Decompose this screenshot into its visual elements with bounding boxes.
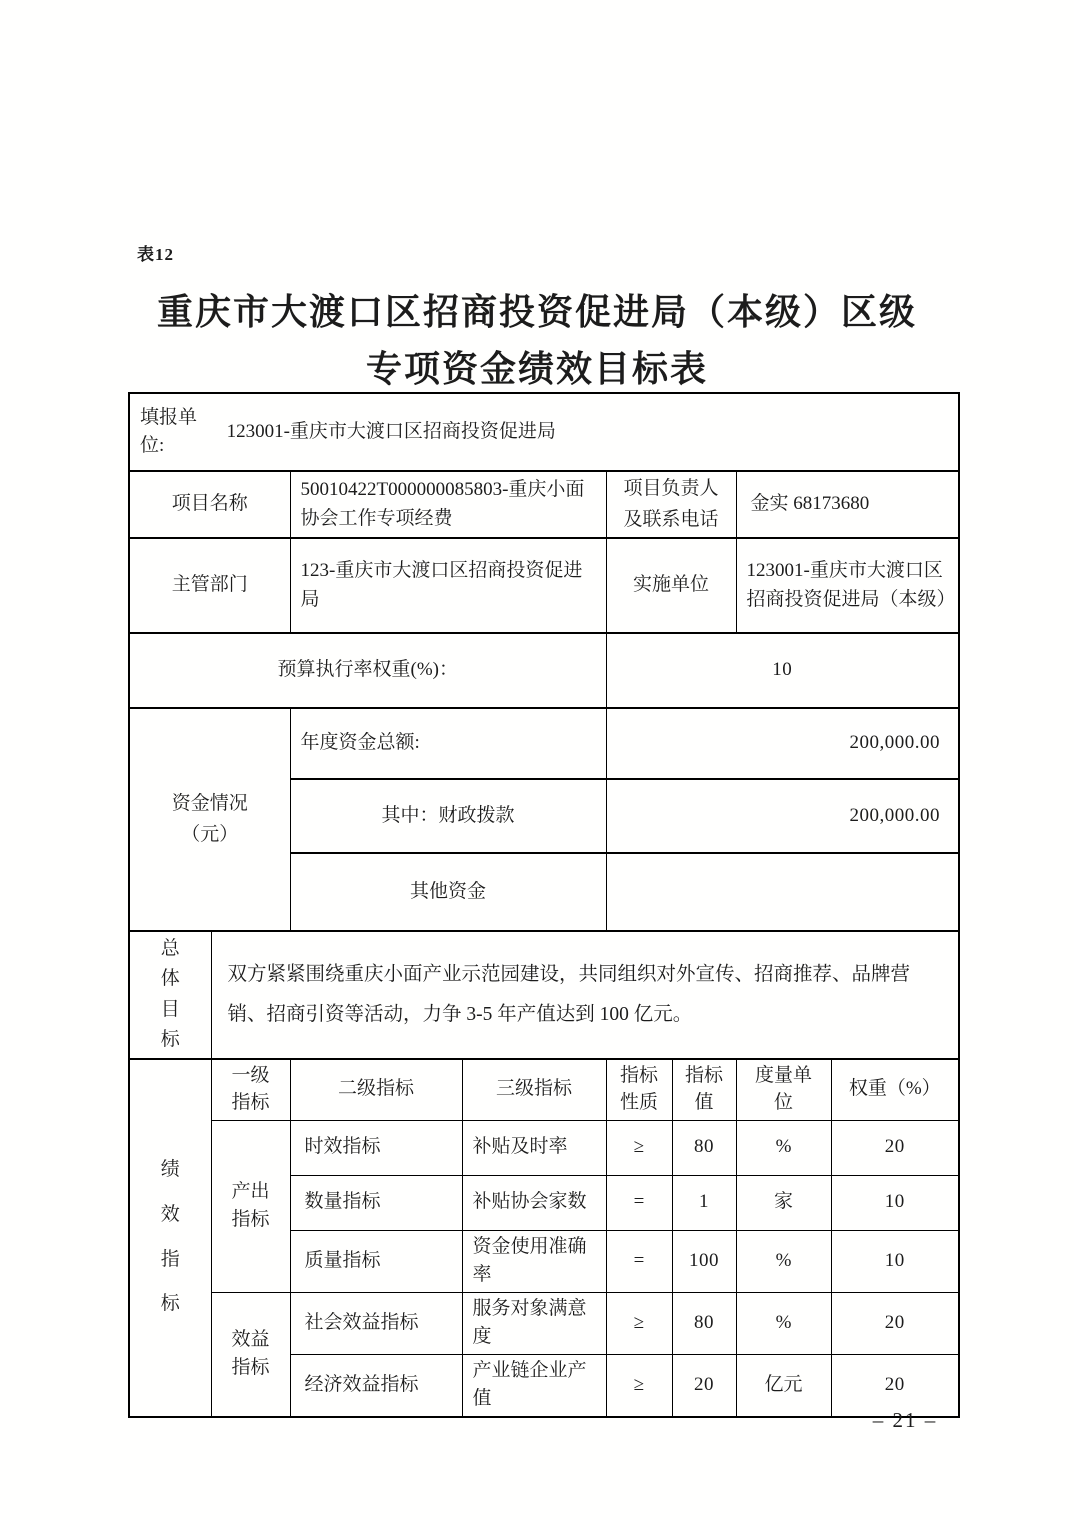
funding-group-label [129, 708, 290, 931]
indicator-unit: % [736, 1120, 831, 1175]
performance-target-table [128, 392, 960, 1418]
row-filing-unit [129, 393, 959, 471]
impl-unit-value: 123001-重庆市大渡口区招商投资促进局（本级） [736, 538, 959, 633]
budget-rate-label: 预算执行率权重(%)： [129, 633, 606, 708]
indicator-unit: 家 [736, 1175, 831, 1230]
project-name-label: 项目名称 [129, 471, 290, 538]
document-title-line2: 专项资金绩效目标表 [365, 349, 708, 389]
document-title [60, 284, 1014, 398]
overall-goal-label-text: 总体目标 [160, 938, 180, 1051]
indicators-group-label [129, 1059, 211, 1417]
indicator-weight: 20 [831, 1120, 959, 1175]
filing-unit-cell [129, 393, 959, 471]
funding-fiscal-value: 200,000.00 [606, 779, 959, 853]
funding-group-label-text: 资金情况（元） [171, 793, 248, 845]
indicator-nature: = [606, 1230, 672, 1292]
indicator-value: 100 [672, 1230, 736, 1292]
indicator-row [129, 1120, 959, 1175]
indicator-level2: 经济效益指标 [290, 1354, 462, 1417]
header-nature [606, 1059, 672, 1121]
indicator-level2: 数量指标 [290, 1175, 462, 1230]
level1-output [211, 1120, 290, 1292]
funding-total-value: 200,000.00 [606, 708, 959, 779]
indicator-level2: 时效指标 [290, 1120, 462, 1175]
indicator-level3: 服务对象满意度 [462, 1292, 606, 1354]
header-nature-text: 指标性质 [619, 1064, 658, 1114]
indicator-value: 80 [672, 1120, 736, 1175]
header-level1 [211, 1059, 290, 1121]
filing-unit-value: 123001-重庆市大渡口区招商投资促进局 [226, 420, 556, 442]
indicator-value: 80 [672, 1292, 736, 1354]
indicator-level2: 社会效益指标 [290, 1292, 462, 1354]
indicator-unit: % [736, 1292, 831, 1354]
dept-value: 123-重庆市大渡口区招商投资促进局 [290, 538, 606, 633]
funding-fiscal-label: 其中：财政拨款 [290, 779, 606, 853]
header-level3: 三级指标 [462, 1059, 606, 1121]
row-project-name [129, 471, 959, 538]
row-overall-goal [129, 931, 959, 1059]
row-budget-rate-weight [129, 633, 959, 708]
indicator-unit: % [736, 1230, 831, 1292]
table-number-label: 表12 [137, 245, 174, 264]
project-leader-label-text: 项目负责人及联系电话 [623, 478, 719, 530]
header-value [672, 1059, 736, 1121]
project-leader-value: 金实 68173680 [736, 471, 959, 538]
indicator-row [129, 1292, 959, 1354]
indicator-level3: 补贴及时率 [462, 1120, 606, 1175]
header-level2: 二级指标 [290, 1059, 462, 1121]
budget-rate-value: 10 [606, 633, 959, 708]
level1-benefit [211, 1292, 290, 1417]
indicator-nature: ≥ [606, 1292, 672, 1354]
impl-unit-label: 实施单位 [606, 538, 736, 633]
row-funding-total [129, 708, 959, 779]
level1-output-text: 产出指标 [231, 1181, 270, 1230]
page-number: – 21 – [872, 1408, 938, 1432]
indicator-weight: 20 [831, 1354, 959, 1417]
indicator-level2: 质量指标 [290, 1230, 462, 1292]
indicator-level3: 资金使用准确率 [462, 1230, 606, 1292]
header-unit [736, 1059, 831, 1121]
indicator-weight: 10 [831, 1230, 959, 1292]
header-weight: 权重（%） [831, 1059, 959, 1121]
header-unit-text: 度量单位 [754, 1064, 812, 1114]
header-level1-text: 一级指标 [231, 1064, 270, 1114]
indicator-unit: 亿元 [736, 1354, 831, 1417]
dept-label: 主管部门 [129, 538, 290, 633]
row-competent-department [129, 538, 959, 633]
row-indicator-header [129, 1059, 959, 1121]
level1-benefit-text: 效益指标 [231, 1329, 270, 1378]
document-title-line1: 重庆市大渡口区招商投资促进局（本级）区级 [156, 292, 917, 332]
project-leader-label [606, 471, 736, 538]
overall-goal-label [129, 931, 211, 1059]
indicator-value: 1 [672, 1175, 736, 1230]
funding-total-label: 年度资金总额: [290, 708, 606, 779]
indicator-weight: 10 [831, 1175, 959, 1230]
funding-other-value [606, 853, 959, 931]
indicator-weight: 20 [831, 1292, 959, 1354]
filing-unit-label: 填报单位: [140, 407, 198, 456]
indicators-group-label-text: 绩效指标 [160, 1159, 180, 1315]
project-name-value: 50010422T000000085803-重庆小面协会工作专项经费 [290, 471, 606, 538]
indicator-level3: 产业链企业产值 [462, 1354, 606, 1417]
indicator-nature: = [606, 1175, 672, 1230]
indicator-nature: ≥ [606, 1120, 672, 1175]
overall-goal-text: 双方紧紧围绕重庆小面产业示范园建设，共同组织对外宣传、招商推荐、品牌营销、招商引资等活动，力争 3-5 年产值达到 100 亿元。 [211, 931, 959, 1059]
header-value-text: 指标值 [684, 1064, 723, 1114]
indicator-level3: 补贴协会家数 [462, 1175, 606, 1230]
indicator-value: 20 [672, 1354, 736, 1417]
funding-other-label: 其他资金 [290, 853, 606, 931]
indicator-nature: ≥ [606, 1354, 672, 1417]
